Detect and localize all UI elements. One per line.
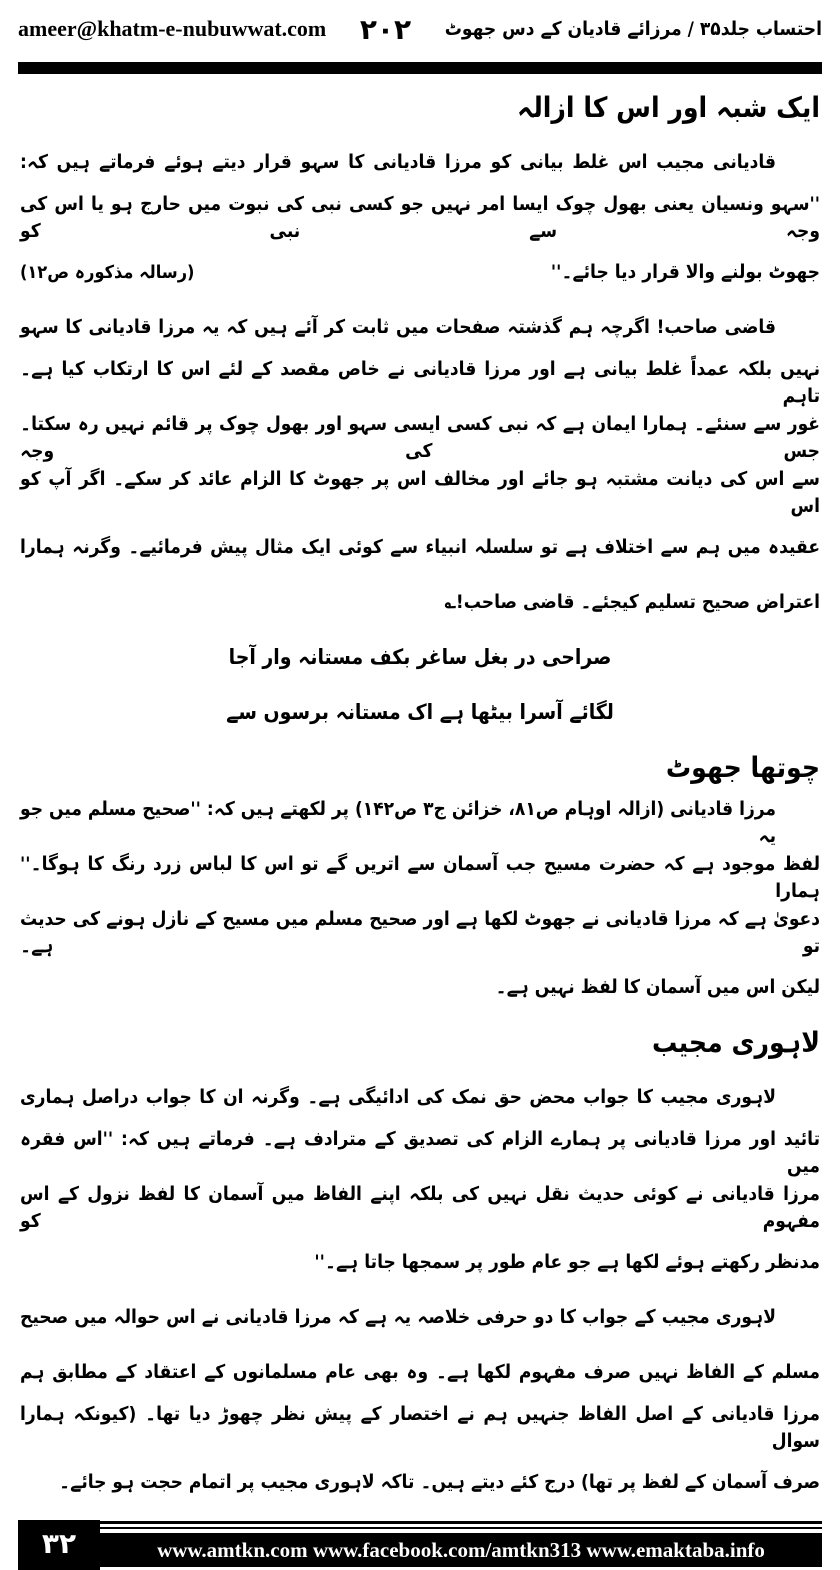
page-footer: [18, 1520, 822, 1570]
citation: (رسالہ مذکورہ ص۱۲): [20, 262, 195, 283]
text-line: [20, 1455, 820, 1510]
line-text: ایک شبہ اور اس کا ازالہ: [516, 90, 820, 124]
line-text: لیکن اس میں آسمان کا لفظ نہیں ہے۔: [495, 976, 820, 998]
header-rule: [18, 62, 822, 74]
text-line: [20, 1125, 820, 1180]
text-line: [20, 355, 820, 410]
line-text: مدنظر رکھتے ہوئے لکھا ہے جو عام طور پر سمجھا جاتا ہے۔'': [314, 1251, 820, 1273]
line-text: جھوٹ بولنے والا قرار دیا جائے۔'': [550, 261, 820, 283]
text-line: [20, 190, 820, 245]
line-text: غور سے سنئے۔ ہمارا ایمان ہے کہ نبی کسی ایسی سہو اور بھول چوک پر قائم نہیں رہ سکتا۔ جس کی وجہ: [20, 412, 820, 462]
page-body: [18, 74, 822, 1510]
line-text: مرزا قادیانی (ازالہ اوہام ص۸۱، خزائن ج۳ ص۱۴۲) پر لکھتے ہیں کہ: ''صحیح مسلم میں جو یہ: [20, 797, 776, 847]
line-text: صراحی در بغل ساغر بکف مستانہ وار آجا: [228, 645, 612, 669]
line-text: صرف آسمان کے لفظ پر تھا) درج کئے دیتے ہیں۔ تاکہ لاہوری مجیب پر اتمام حجت ہو جائے۔: [59, 1471, 820, 1493]
footer-rule: [100, 1527, 822, 1529]
text-line: [20, 960, 820, 1015]
line-text: چوتھا جھوٹ: [665, 750, 820, 784]
text-line: [20, 300, 820, 355]
text-line: [20, 410, 820, 465]
footer-right: [100, 1520, 822, 1570]
footer-page-number: ۳۲: [18, 1520, 100, 1570]
text-line: [20, 520, 820, 575]
line-text: تائید اور مرزا قادیانی پر ہمارے الزام کی تصدیق کے مترادف ہے۔ فرماتے ہیں کہ: ''اس فقرہ میں: [20, 1127, 820, 1177]
text-line: [20, 1070, 820, 1125]
line-text: لفظ موجود ہے کہ حضرت مسیح جب آسمان سے اتریں گے تو اس کا لباس زرد رنگ کا ہوگا۔'' ہمارا: [20, 852, 820, 902]
text-line: [20, 135, 820, 190]
text-line: [20, 905, 820, 960]
text-line: [20, 1400, 820, 1455]
footer-links: www.amtkn.com www.facebook.com/amtkn313 www.emaktaba.info: [100, 1533, 822, 1567]
text-line: [20, 1345, 820, 1400]
text-line: [20, 1290, 820, 1345]
header-page-number: ۲۰۲: [359, 12, 412, 46]
header-book-title: احتساب جلد۳۵ / مرزائے قادیان کے دس جھوٹ: [444, 18, 822, 40]
line-text: نہیں بلکہ عمداً غلط بیانی ہے اور مرزا قادیانی نے خاص مقصد کے لئے اس کا ارتکاب کیا ہے۔ تاہم: [20, 357, 820, 407]
line-text: لاہوری مجیب: [651, 1025, 820, 1059]
poetry-verse: [20, 630, 820, 685]
text-line: [20, 850, 820, 905]
line-text: لاہوری مجیب کا جواب محض حق نمک کی ادائیگی ہے۔ وگرنہ ان کا جواب دراصل ہماری: [20, 1086, 776, 1108]
line-text: مرزا قادیانی نے کوئی حدیث نقل نہیں کی بلکہ اپنے الفاظ میں آسمان کا لفظ نزول کے اس مفہوم کو: [20, 1182, 820, 1232]
line-text: ''سہو ونسیان یعنی بھول چوک ایسا امر نہیں جو کسی نبی کی نبوت میں حارج ہو یا اس کی وجہ سے نبی کو: [20, 192, 820, 242]
text-line: [20, 465, 820, 520]
line-text: اعتراض صحیح تسلیم کیجئے۔ قاضی صاحب!؎: [444, 591, 820, 613]
header-email: ameer@khatm-e-nubuwwat.com: [18, 16, 327, 41]
poetry-verse: [20, 685, 820, 740]
line-text: مرزا قادیانی کے اصل الفاظ جنہیں ہم نے اختصار کے پیش نظر چھوڑ دیا تھا۔ (کیونکہ ہمارا سوال: [20, 1402, 820, 1452]
line-text: دعویٰ ہے کہ مرزا قادیانی نے جھوٹ لکھا ہے اور صحیح مسلم میں مسیح کے نازل ہونے کی حدیث تو ہے۔: [20, 907, 820, 957]
text-line: [20, 795, 820, 850]
page-header: [18, 0, 822, 58]
section-heading: [20, 80, 820, 135]
text-line: [20, 245, 820, 300]
text-line: [20, 575, 820, 630]
line-text: قادیانی مجیب اس غلط بیانی کو مرزا قادیانی کا سہو قرار دیتے ہوئے فرماتے ہیں کہ:: [20, 151, 776, 173]
line-text: عقیدہ میں ہم سے اختلاف ہے تو سلسلہ انبیاء سے کوئی ایک مثال پیش فرمائیے۔ وگرنہ ہمارا: [20, 536, 820, 558]
section-heading: [20, 740, 820, 795]
text-line: [20, 1180, 820, 1235]
line-text: لگائے آسرا بیٹھا ہے اک مستانہ برسوں سے: [226, 700, 614, 724]
line-text: قاضی صاحب! اگرچہ ہم گذشتہ صفحات میں ثابت کر آئے ہیں کہ یہ مرزا قادیانی کا سہو: [20, 316, 776, 338]
line-text: سے اس کی دیانت مشتبہ ہو جائے اور مخالف اس پر جھوٹ کا الزام عائد کر سکے۔ اگر آپ کو اس: [20, 467, 820, 517]
line-text: مسلم کے الفاظ نہیں صرف مفہوم لکھا ہے۔ وہ بھی عام مسلمانوں کے اعتقاد کے مطابق ہم: [20, 1361, 820, 1383]
line-text: لاہوری مجیب کے جواب کا دو حرفی خلاصہ یہ ہے کہ مرزا قادیانی نے اس حوالہ میں صحیح: [20, 1306, 776, 1328]
section-heading: [20, 1015, 820, 1070]
text-line: [20, 1235, 820, 1290]
footer-rule: [100, 1521, 822, 1524]
